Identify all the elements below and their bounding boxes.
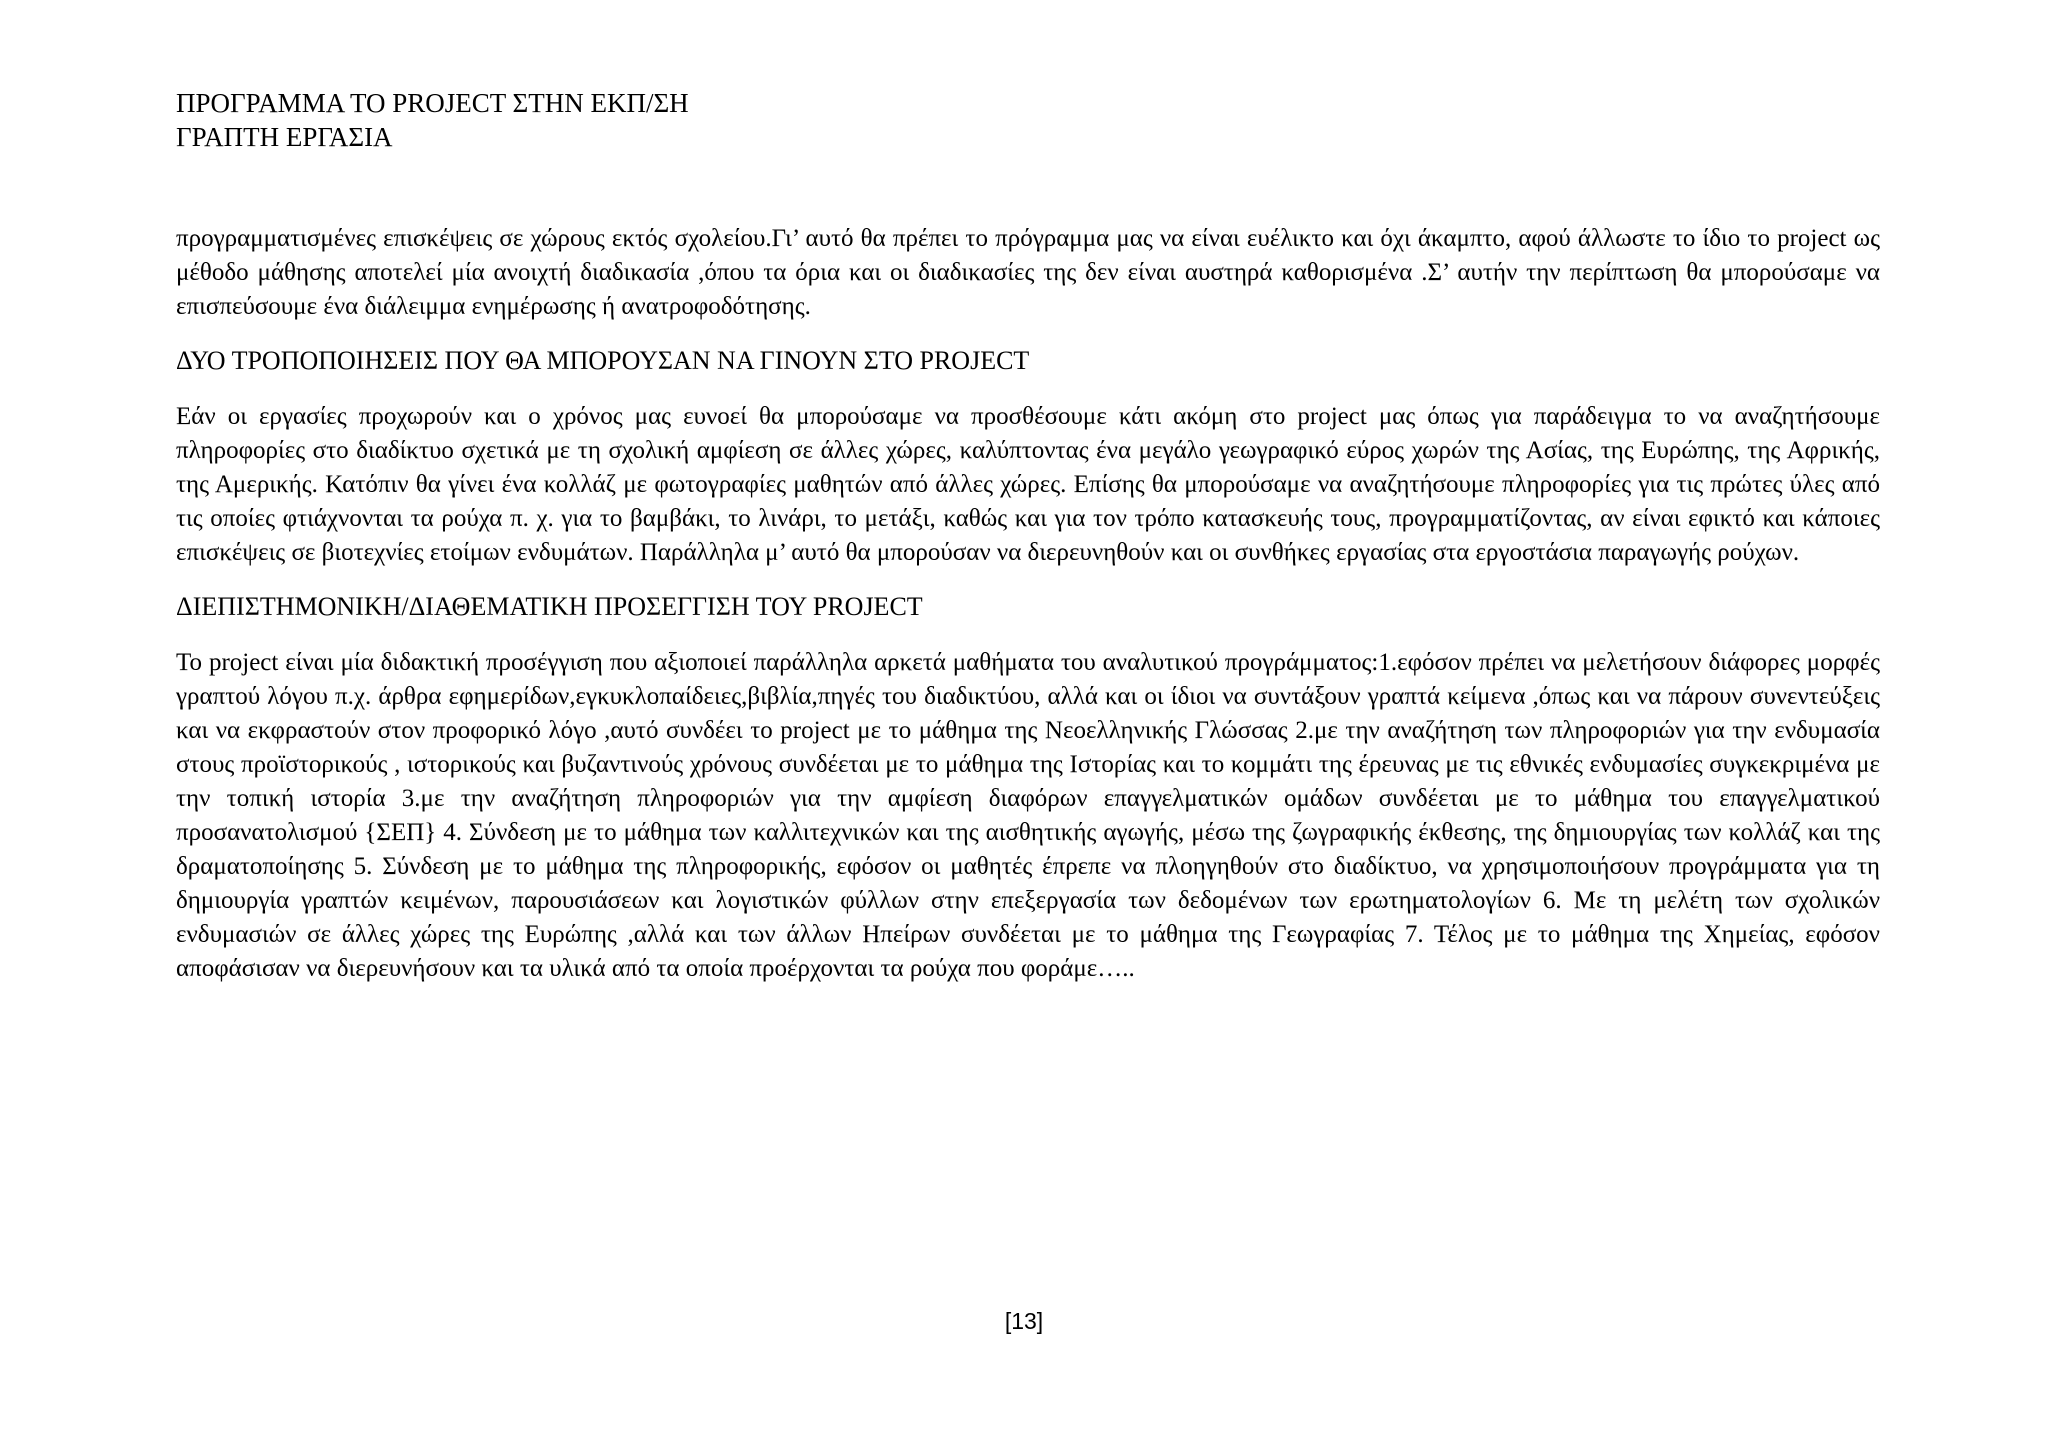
paragraph-modifications: Εάν οι εργασίες προχωρούν και ο χρόνος μας ευνοεί θα μπορούσαμε να προσθέσουμε κάτι ακόμη στο project μας όπως για παράδειγμα το να αναζητήσουμε πληροφορίες στο διαδίκτυο σχετικά με τη σχολική αμφίεση σε άλλες χώρες, καλύπτοντας ένα μεγάλο γεωγραφικό εύρος χωρών της Ασίας, της Ευρώπης, της Αφρικής, της Αμερικής. Κατόπιν θα γίνει ένα κολλάζ με φωτογραφίες μαθητών από άλλες χώρες. Επίσης θα μπορούσαμε να αναζητήσουμε πληροφορίες για τις πρώτες ύλες από τις οποίες φτιάχνονται τα ρούχα π. χ. για το βαμβάκι, το λινάρι, το μετάξι, καθώς και για τον τρόπο κατασκευής τους, προγραμματίζοντας, αν είναι εφικτό και κάποιες επισκέψεις σε βιοτεχνίες ετοίμων ενδυμάτων. Παράλληλα μ’ αυτό θα μπορούσαν να διερευνηθούν και οι συνθήκες εργασίας στα εργοστάσια παραγωγής ρούχων. [176, 403, 1880, 566]
paragraph-intro: προγραμματισμένες επισκέψεις σε χώρους εκτός σχολείου.Γι’ αυτό θα πρέπει το πρόγραμμα μας να είναι ευέλικτο και όχι άκαμπτο, αφού άλλωστε το ίδιο το project ως μέθοδο μάθησης αποτελεί μία ανοιχτή διαδικασία ,όπου τα όρια και οι διαδικασίες της δεν είναι αυστηρά καθορισμένα .Σ’ αυτήν την περίπτωση θα μπορούσαμε να επισπεύσουμε ένα διάλειμμα ενημέρωσης ή ανατροφοδότησης. [176, 225, 1880, 320]
page-header [176, 86, 689, 154]
header-line-subtitle: ΓΡΑΠΤΗ ΕΡΓΑΣΙΑ [176, 122, 393, 152]
document-body [176, 222, 1880, 986]
page-number: [13] [1004, 1308, 1044, 1334]
section-heading-interdisciplinary: ΔΙΕΠΙΣΤΗΜΟΝΙΚΗ/ΔΙΑΘΕΜΑΤΙΚΗ ΠΡΟΣΕΓΓΙΣΗ ΤΟΥ PROJECT [176, 592, 923, 621]
header-line-title: ΠΡΟΓΡΑΜΜΑ ΤΟ PROJECT ΣΤΗΝ ΕΚΠ/ΣΗ [176, 88, 689, 118]
section-heading-modifications: ΔΥΟ ΤΡΟΠΟΠΟΙΗΣΕΙΣ ΠΟΥ ΘΑ ΜΠΟΡΟΥΣΑΝ ΝΑ ΓΙΝΟΥΝ ΣΤΟ PROJECT [176, 346, 1030, 375]
paragraph-interdisciplinary: Το project είναι μία διδακτική προσέγγιση που αξιοποιεί παράλληλα αρκετά μαθήματα του αναλυτικού προγράμματος:1.εφόσον πρέπει να μελετήσουν διάφορες μορφές γραπτού λόγου π.χ. άρθρα εφημερίδων,εγκυκλοπαίδειες,βιβλία,πηγές του διαδικτύου, αλλά και οι ίδιοι να συντάξουν γραπτά κείμενα ,όπως και να πάρουν συνεντεύξεις και να εκφραστούν στον προφορικό λόγο ,αυτό συνδέει το project με το μάθημα της Νεοελληνικής Γλώσσας 2.με την αναζήτηση των πληροφοριών για την ενδυμασία στους προϊστορικούς , ιστορικούς και βυζαντινούς χρόνους συνδέεται με το μάθημα της Ιστορίας και το κομμάτι της έρευνας με τις εθνικές ενδυμασίες συγκεκριμένα με την τοπική ιστορία 3.με την αναζήτηση πληροφοριών για την αμφίεση διαφόρων επαγγελματικών ομάδων συνδέεται με το μάθημα του επαγγελματικού προσανατολισμού {ΣΕΠ} 4. Σύνδεση με το μάθημα των καλλιτεχνικών και της αισθητικής αγωγής, μέσω της ζωγραφικής έκθεσης, της δημιουργίας των κολλάζ και της δραματοποίησης 5. Σύνδεση με το μάθημα της πληροφορικής, εφόσον οι μαθητές έπρεπε να πλοηγηθούν στο διαδίκτυο, να χρησιμοποιήσουν προγράμματα για τη δημιουργία γραπτών κειμένων, παρουσιάσεων και λογιστικών φύλλων στην επεξεργασία των δεδομένων των ερωτηματολογίων 6. Με τη μελέτη των σχολικών ενδυμασιών σε άλλες χώρες της Ευρώπης ,αλλά και των άλλων Ηπείρων συνδέεται με το μάθημα της Γεωγραφίας 7. Τέλος με το μάθημα της Χημείας, εφόσον αποφάσισαν να διερευνήσουν και τα υλικά από τα οποία προέρχονται τα ρούχα που φοράμε….. [176, 649, 1880, 982]
